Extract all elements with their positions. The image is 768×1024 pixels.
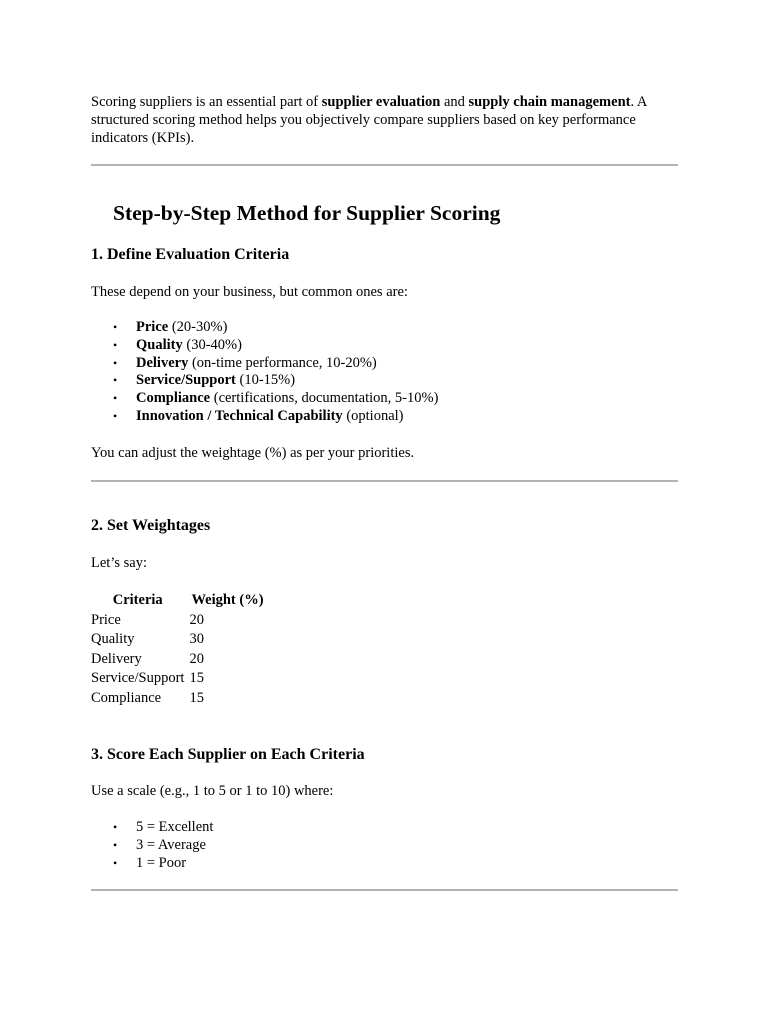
list-item bbox=[91, 855, 213, 873]
list-item-bold: Compliance bbox=[136, 390, 211, 407]
bullet-icon: • bbox=[113, 320, 118, 334]
section-1-heading: 1. Define Evaluation Criteria bbox=[91, 246, 290, 263]
intro-text-3: . A structured scoring method helps you objectively compare suppliers based on key performance indicators (KPIs). bbox=[91, 94, 647, 146]
list-item bbox=[91, 372, 438, 390]
table-cell-criteria: Quality bbox=[91, 631, 135, 648]
bullet-icon: • bbox=[113, 408, 118, 423]
list-item-text: (optional) bbox=[342, 407, 404, 424]
section-3-heading: 3. Score Each Supplier on Each Criteria bbox=[91, 746, 365, 763]
page-title: Step-by-Step Method for Supplier Scoring bbox=[113, 201, 501, 225]
bullet-icon: • bbox=[113, 355, 118, 370]
weights-table bbox=[91, 591, 264, 709]
list-item-text: 5 = Excellent bbox=[136, 819, 214, 835]
table-cell-criteria: Delivery bbox=[91, 650, 142, 667]
list-item-text: 3 = Average bbox=[136, 836, 206, 853]
bullet-icon: • bbox=[113, 391, 118, 406]
table-cell-criteria: Service/Support bbox=[91, 670, 185, 687]
section-1-note: You can adjust the weightage (%) as per your priorities. bbox=[91, 445, 415, 461]
table-row bbox=[91, 630, 264, 650]
section-2-lead: Let’s say: bbox=[91, 555, 147, 571]
list-item-bold: Service/Support bbox=[136, 372, 236, 389]
list-item-text: (certifications, documentation, 5-10%) bbox=[210, 390, 439, 407]
list-item-text: 1 = Poor bbox=[136, 854, 187, 871]
list-item-text: (on-time performance, 10-20%) bbox=[188, 354, 377, 371]
list-item-bold: Delivery bbox=[136, 354, 189, 371]
section-2-heading: 2. Set Weightages bbox=[91, 517, 211, 534]
list-item-bold: Quality bbox=[136, 336, 183, 353]
table-header-row bbox=[91, 591, 264, 611]
column-header-criteria: Criteria bbox=[112, 592, 163, 608]
intro-bold-supply-chain: supply chain management bbox=[468, 94, 631, 110]
list-item bbox=[91, 319, 438, 337]
intro-bold-supplier-evaluation: supplier evaluation bbox=[321, 94, 441, 110]
section-1-lead: These depend on your business, but common ones are: bbox=[91, 284, 408, 300]
table-row bbox=[91, 650, 264, 670]
bullet-icon: • bbox=[113, 373, 118, 388]
list-item-text: (10-15%) bbox=[235, 372, 296, 389]
bullet-icon: • bbox=[113, 837, 118, 852]
table-cell-criteria: Price bbox=[91, 611, 121, 628]
table-row bbox=[91, 611, 264, 631]
list-item bbox=[91, 337, 438, 355]
horizontal-rule bbox=[91, 480, 678, 482]
table-cell-weight: 30 bbox=[189, 631, 204, 648]
scale-list bbox=[91, 819, 213, 872]
list-item bbox=[91, 390, 438, 408]
table-cell-weight: 20 bbox=[189, 611, 204, 628]
horizontal-rule bbox=[91, 164, 678, 166]
list-item bbox=[91, 408, 438, 426]
table-cell-criteria: Compliance bbox=[91, 689, 162, 706]
intro-text-2: and bbox=[440, 94, 469, 110]
intro-text-1: Scoring suppliers is an essential part of bbox=[91, 94, 322, 110]
intro-paragraph bbox=[91, 93, 678, 147]
list-item-bold: Price bbox=[136, 319, 169, 335]
bullet-icon: • bbox=[113, 820, 118, 834]
criteria-list bbox=[91, 319, 438, 426]
bullet-icon: • bbox=[113, 337, 118, 352]
table-cell-weight: 20 bbox=[189, 650, 204, 667]
table-cell-weight: 15 bbox=[189, 689, 204, 706]
column-header-weight: Weight (%) bbox=[191, 592, 264, 608]
table-row bbox=[91, 689, 264, 709]
list-item-text: (20-30%) bbox=[168, 319, 228, 335]
section-3-lead: Use a scale (e.g., 1 to 5 or 1 to 10) where: bbox=[91, 783, 334, 799]
list-item bbox=[91, 355, 438, 373]
list-item bbox=[91, 819, 213, 837]
list-item-bold: Innovation / Technical Capability bbox=[136, 407, 343, 424]
table-row bbox=[91, 669, 264, 689]
horizontal-rule bbox=[91, 889, 678, 891]
bullet-icon: • bbox=[113, 855, 118, 870]
list-item-text: (30-40%) bbox=[182, 336, 242, 353]
list-item bbox=[91, 837, 213, 855]
table-cell-weight: 15 bbox=[189, 670, 204, 687]
